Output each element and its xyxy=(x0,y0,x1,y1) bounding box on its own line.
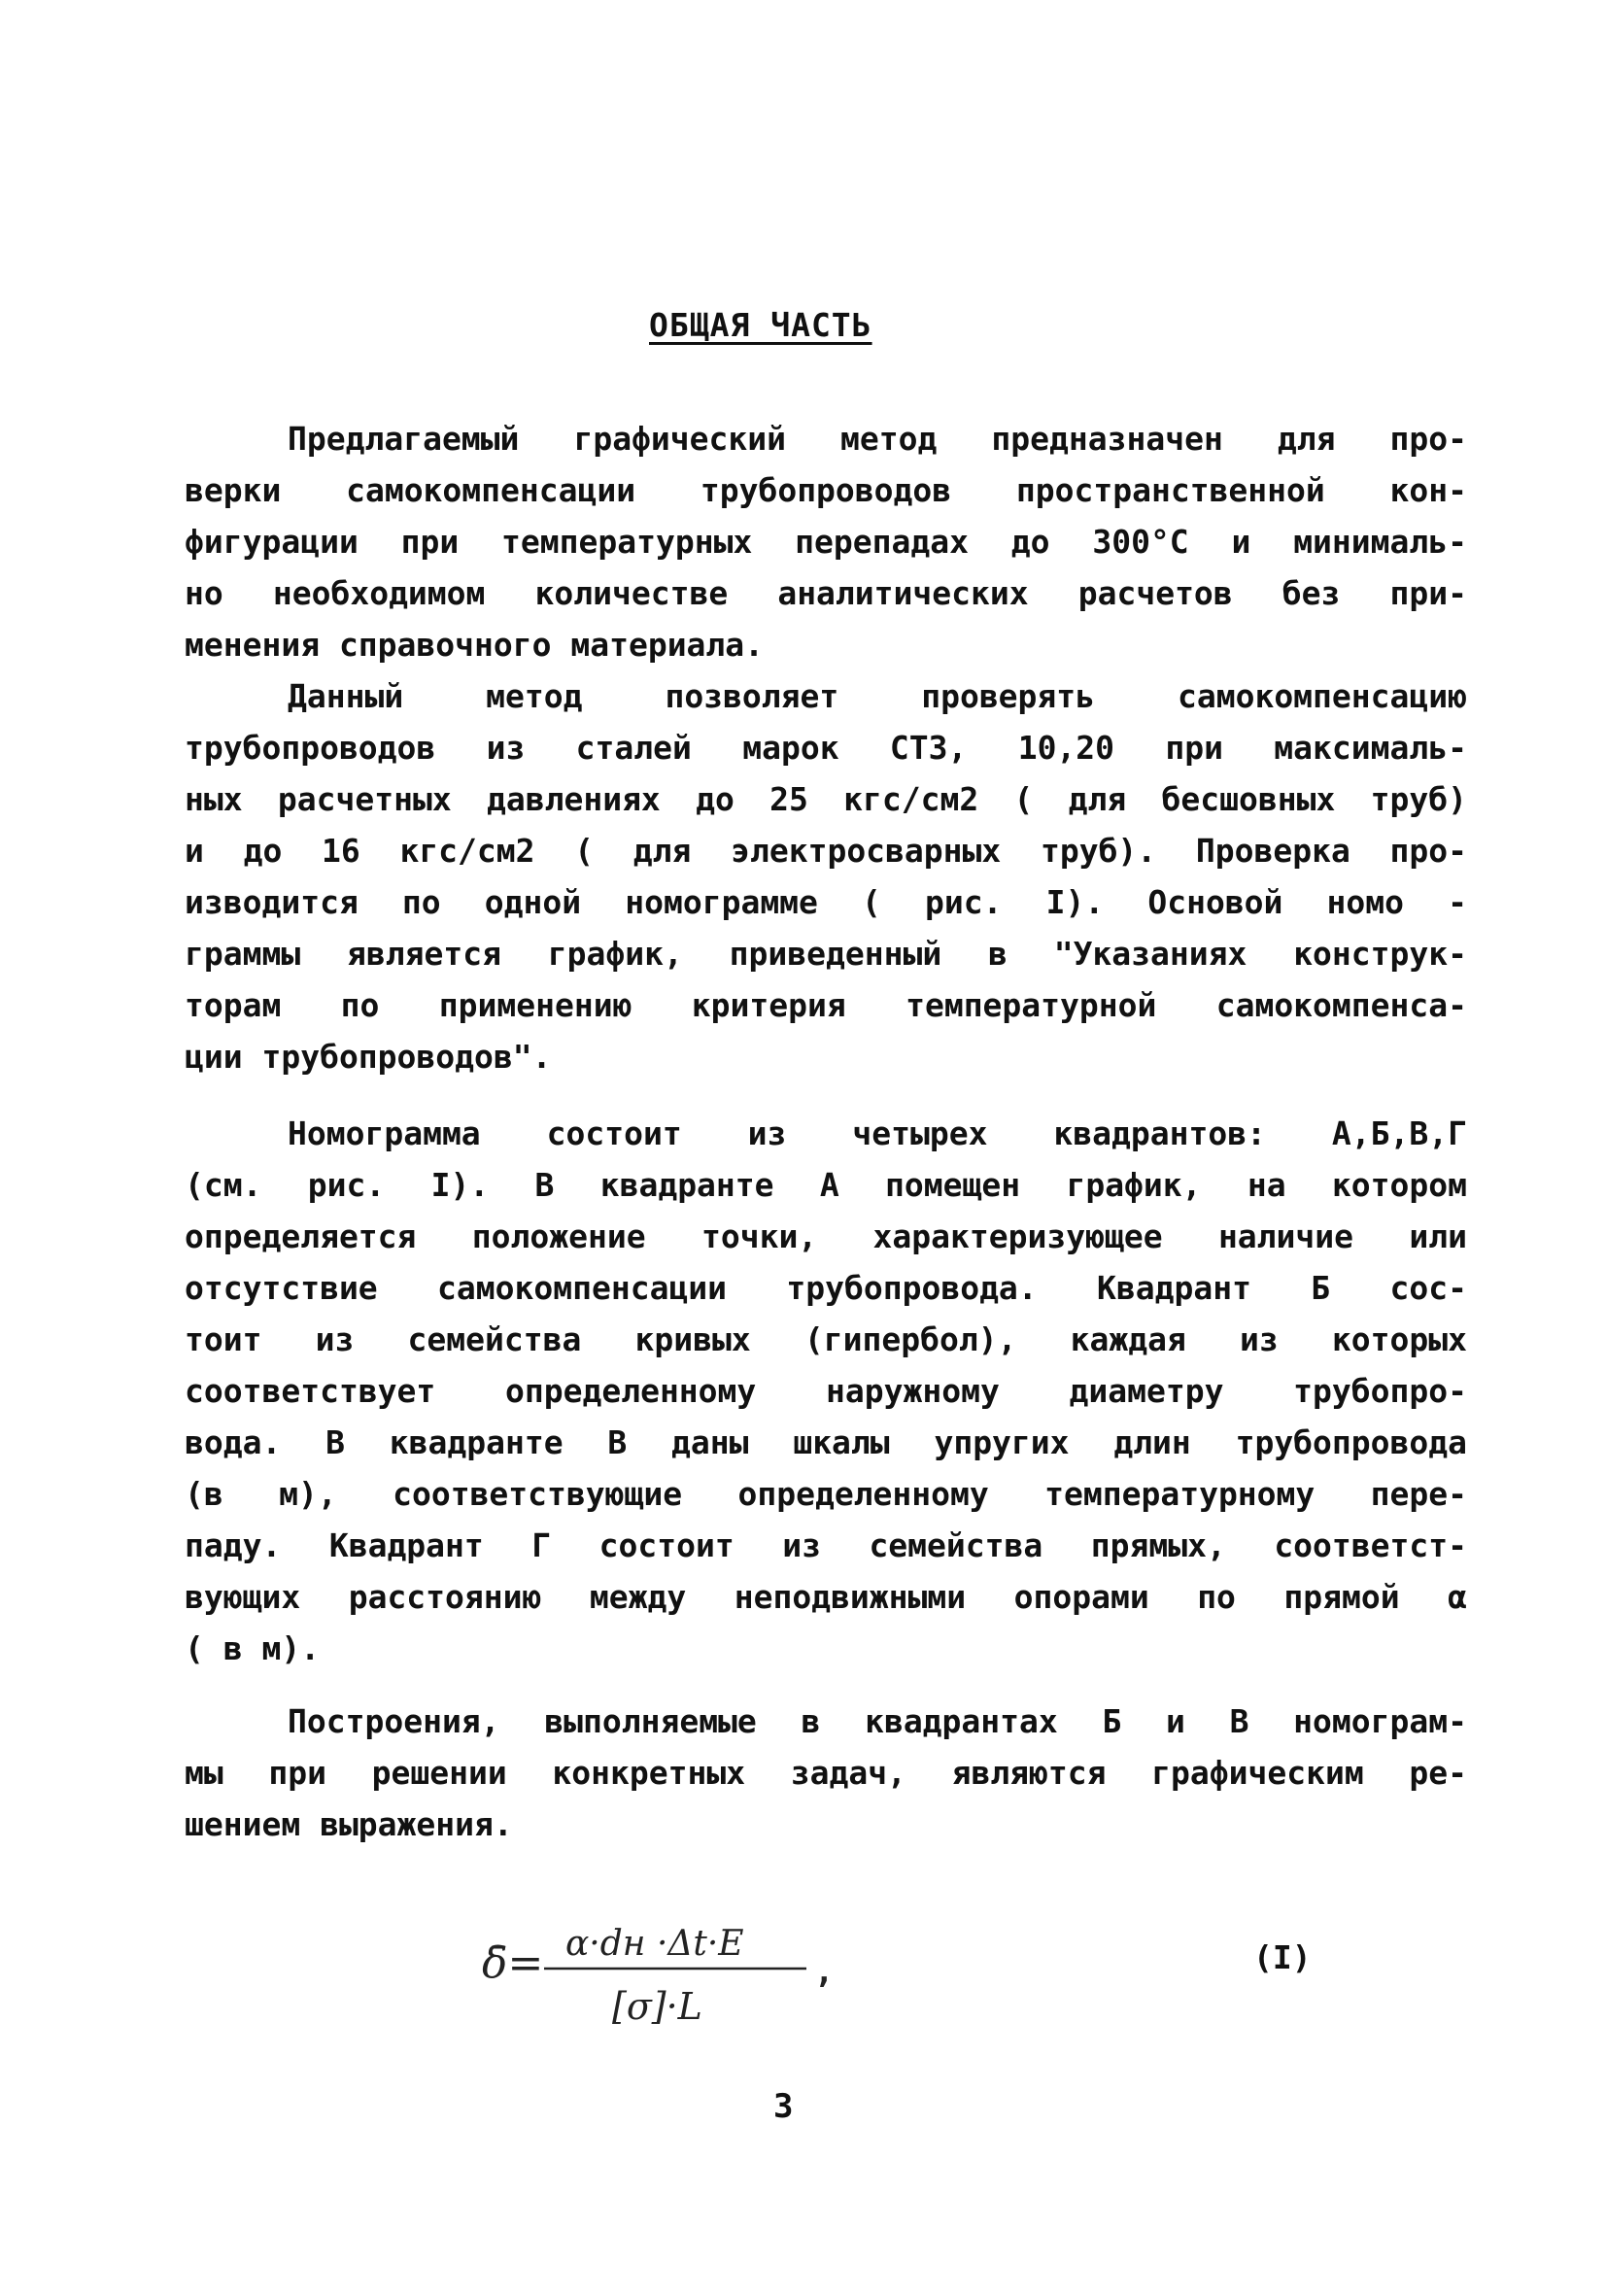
text-line: Предлагаемый графический метод предназначен для про- xyxy=(288,420,1467,458)
text-line: мы при решении конкретных задач, являются графическим ре- xyxy=(185,1754,1467,1792)
formula-denominator: [σ]·L xyxy=(612,1985,702,2028)
text-line: вующих расстоянию между неподвижными опорами по прямой α xyxy=(185,1578,1467,1616)
paragraph-nomogram xyxy=(185,1108,1467,1674)
text-line: (в м), соответствующие определенному температурному пере- xyxy=(185,1475,1467,1513)
text-line: (см. рис. I). В квадранте А помещен график, на котором xyxy=(185,1166,1467,1204)
formula-trailing-comma: , xyxy=(814,1952,835,1991)
text-line: паду. Квадрант Г состоит из семейства прямых, соответст- xyxy=(185,1526,1467,1564)
text-line: и до 16 кгс/см2 ( для электросварных труб). Проверка про- xyxy=(185,832,1467,870)
text-line: Номограмма состоит из четырех квадрантов: А,Б,В,Г xyxy=(288,1114,1467,1152)
paragraph-intro xyxy=(185,413,1467,670)
formula-lhs: δ̄= xyxy=(482,1938,544,1988)
formula-numerator: α·dн ·Δt·E xyxy=(565,1924,744,1964)
formula-1 xyxy=(476,1904,884,2040)
text-line: верки самокомпенсации трубопроводов пространственной кон- xyxy=(185,471,1467,509)
text-line: шением выражения. xyxy=(185,1805,513,1843)
text-line: ции трубопроводов". xyxy=(185,1038,552,1076)
text-line: граммы является график, приведенный в "Указаниях конструк- xyxy=(185,935,1467,973)
text-line: менения справочного материала. xyxy=(185,626,765,664)
text-line: соответствует определенному наружному диаметру трубопро- xyxy=(185,1372,1467,1410)
text-line: Данный метод позволяет проверять самокомпенсацию xyxy=(288,677,1467,715)
paragraph-constructions xyxy=(185,1696,1467,1850)
page-number: 3 xyxy=(773,2087,794,2126)
text-line: ных расчетных давлениях до 25 кгс/см2 ( для бесшовных труб) xyxy=(185,780,1467,818)
paragraph-method xyxy=(185,670,1467,1082)
formula-number: (I) xyxy=(1253,1938,1312,1976)
text-line: тоит из семейства кривых (гипербол), каждая из которых xyxy=(185,1320,1467,1358)
text-line: торам по применению критерия температурной самокомпенса- xyxy=(185,986,1467,1024)
section-title: ОБЩАЯ ЧАСТЬ xyxy=(649,306,872,344)
text-line: но необходимом количестве аналитических расчетов без при- xyxy=(185,574,1467,612)
text-line: Построения, выполняемые в квадрантах Б и В номограм- xyxy=(288,1702,1467,1740)
text-line: определяется положение точки, характеризующее наличие или xyxy=(185,1217,1467,1255)
text-line: изводится по одной номограмме ( рис. I). Основой номо - xyxy=(185,883,1467,921)
text-line: отсутствие самокомпенсации трубопровода. Квадрант Б сос- xyxy=(185,1269,1467,1307)
text-line: вода. В квадранте В даны шкалы упругих длин трубопровода xyxy=(185,1423,1467,1461)
formula-graphic xyxy=(476,1904,884,2040)
text-line: фигурации при температурных перепадах до 300°С и минималь- xyxy=(185,523,1467,561)
text-line: трубопроводов из сталей марок СТ3, 10,20 при максималь- xyxy=(185,729,1467,767)
text-line: ( в м). xyxy=(185,1629,321,1667)
